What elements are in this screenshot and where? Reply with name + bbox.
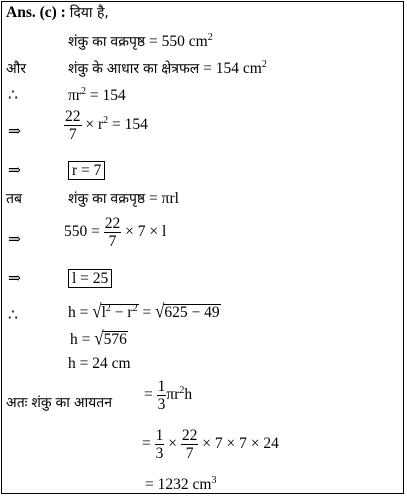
word-ke: के [92,61,103,77]
numerator: 22 [104,215,121,232]
therefore-symbol: ∴ [8,87,18,104]
exponent: 2 [103,115,109,127]
times-sign: × [168,435,177,453]
l-equals-25: l = 25 [68,269,112,288]
word-tab [6,190,22,208]
volume-result [145,476,216,494]
volume-formula [144,378,192,413]
formula-pi-r-l: = πrl [149,190,179,207]
l-var: l [101,304,106,321]
base-word: आधार [106,61,140,77]
equation-pi-r-squared [68,87,126,105]
equation-550 [64,215,166,250]
pi-symbol: π [166,386,175,404]
exponent: 2 [81,86,86,97]
word-ka: का [55,395,70,411]
final-value: = 1232 cm [145,476,212,493]
curved-surface-word: वक्रपृष्ठ [110,191,146,207]
value-154: = 154 [112,116,148,134]
equation-22-7-r-squared [64,108,148,143]
fraction-22-7 [181,427,199,462]
fraction-22-7 [104,215,122,250]
word-ka: का [142,61,158,77]
answer-label: Ans. (c) : [6,4,66,21]
h-equals: h = [70,331,91,348]
height-root-576 [70,327,128,350]
times-7-times-l: × 7 × l [125,223,167,241]
slant-height-result [68,270,112,288]
height-var: h [184,386,193,404]
implies-symbol: ⇒ [8,162,21,179]
times-r: × r [85,116,104,134]
radius-result [68,162,105,180]
denominator: 7 [185,445,194,462]
exponent: 2 [132,303,138,314]
radius-var: r [75,87,81,104]
implies-symbol: ⇒ [8,231,21,248]
value-550: 550 = [64,223,100,241]
denominator: 7 [68,126,77,143]
volume-label [6,394,112,412]
equals-sign: = [142,304,152,321]
cone-word: शंकु [68,61,89,77]
value-154: = 154 [89,87,126,104]
radicand-625-49: 625 − 49 [164,304,220,321]
implies-symbol: ⇒ [8,123,21,140]
radius-var: r [174,386,180,404]
base-area-value: = 154 cm [203,60,262,77]
fraction-22-7 [64,108,82,143]
cone-word: शंकु [68,34,89,50]
curved-surface-formula [68,190,179,208]
atah-word: अतः [6,395,28,411]
volume-computation [142,427,279,462]
radicand-576: 576 [103,331,127,348]
answer-box [1,1,404,494]
equals-sign: = [144,386,153,404]
numerator: 1 [157,378,166,395]
therefore-symbol: ∴ [8,307,18,324]
radicand-l2-r2 [101,304,139,321]
tab-text: तब [6,191,22,207]
numerator: 22 [181,427,198,444]
cone-word: शंकु [68,191,89,207]
denominator: 3 [157,396,166,413]
minus-r: − r [110,304,133,321]
exponent: 2 [179,385,185,397]
unit-exponent: 2 [261,59,267,70]
curved-surface-value: = 550 cm [149,33,208,50]
cone-word: शंकु [31,395,52,411]
equals-sign: = [142,435,151,453]
numerator: 1 [155,427,164,444]
pi-symbol: π [68,87,76,104]
area-word: क्षेत्रफल [161,61,200,77]
fraction-1-3 [155,427,165,462]
denominator: 7 [108,233,117,250]
radical-sign: √ [155,300,165,323]
word-ka: का [92,191,107,207]
denominator: 3 [155,445,164,462]
height-result: h = 24 cm [68,355,131,372]
h-equals: h = [68,304,89,321]
word-aur: और [6,61,27,77]
word-ka: का [92,34,107,50]
implies-symbol: ⇒ [8,270,21,287]
exponent: 2 [105,303,111,314]
radical-sign: √ [94,327,104,350]
given-text: दिया है, [69,5,109,21]
curved-surface-word: वक्रपृष्ठ [110,34,146,50]
times-7-7-24: × 7 × 7 × 24 [202,435,279,453]
numerator: 22 [65,108,81,125]
given-base-area [6,60,26,78]
radical-sign: √ [92,300,102,323]
fraction-1-3 [157,378,167,413]
r-equals-7: r = 7 [68,161,105,180]
height-equation [68,300,221,323]
unit-exponent: 3 [211,475,217,486]
unit-exponent: 2 [207,32,213,43]
volume-word: आयतन [73,395,112,411]
given-curved-surface [68,33,213,51]
answer-heading [6,4,109,22]
base-area-statement [68,60,267,78]
